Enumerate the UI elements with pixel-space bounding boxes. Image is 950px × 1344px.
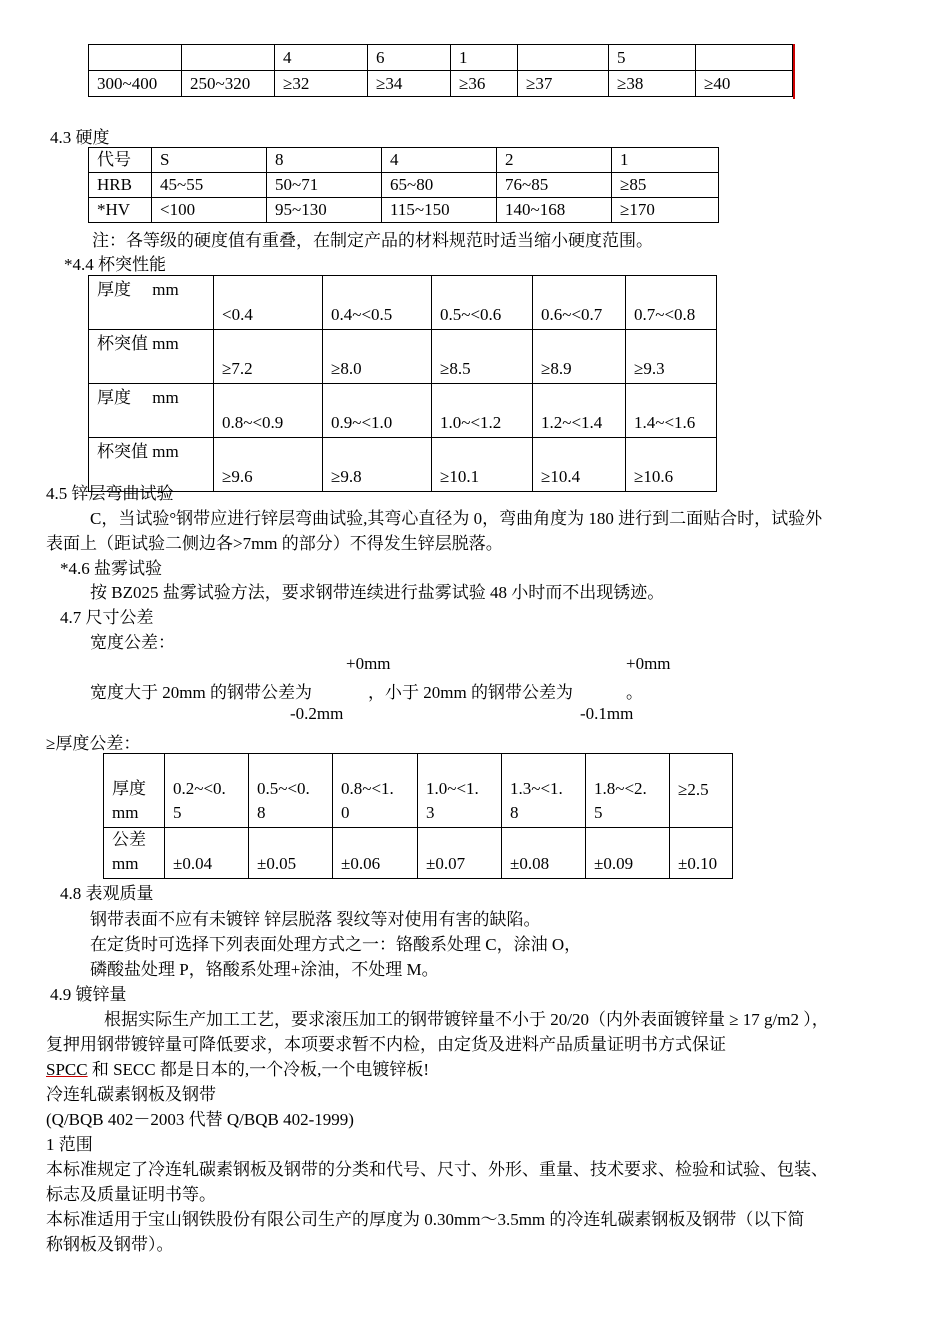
upper-tolerance: +0mm: [346, 654, 391, 673]
table-cell: ≥9.6: [214, 438, 323, 492]
table-cell: ±0.10: [670, 828, 733, 879]
section-heading-4-6: *4.6 盐雾试验: [60, 559, 162, 578]
table-cell: ≥40: [696, 71, 793, 97]
table-cell: 300~400: [89, 71, 182, 97]
table-cell: 95~130: [267, 198, 382, 223]
table-cell: 4: [275, 45, 368, 71]
width-tolerance-text: 。: [626, 683, 643, 702]
cell-line: 8: [257, 803, 266, 822]
table-cell: 1.0~<1.2: [432, 384, 533, 438]
cell-line: 1.3~<1.: [510, 779, 563, 798]
table-cell: 4: [382, 148, 497, 173]
table-cell: 1.2~<1.4: [533, 384, 626, 438]
section-heading-4-3: 4.3 硬度: [50, 128, 110, 147]
table-cell: 厚度 mm: [89, 384, 214, 438]
spcc-word: SPCC: [46, 1060, 88, 1079]
cell-line: 3: [426, 803, 435, 822]
table-edge-marker: [793, 44, 795, 99]
spcc-rest: 和 SECC 都是日本的,一个冷板,一个电镀锌板!: [87, 1060, 430, 1079]
cell-line: 8: [510, 803, 519, 822]
table-cell: ≥10.1: [432, 438, 533, 492]
table-cell: 6: [368, 45, 451, 71]
table-cell: ±0.04: [165, 828, 249, 879]
table-row: [104, 828, 733, 879]
table-cell: 0.7~<0.8: [626, 276, 717, 330]
table-row: [89, 173, 719, 198]
table-cell: HRB: [89, 173, 152, 198]
standard-title: 冷连轧碳素钢板及钢带: [46, 1085, 216, 1104]
table-cell: ≥85: [612, 173, 719, 198]
hardness-table: [88, 147, 719, 223]
scope-heading: 1 范围: [46, 1135, 93, 1154]
cell-line: 1.0~<1.: [426, 779, 479, 798]
table-cell: ≥8.5: [432, 330, 533, 384]
section-heading-4-4: *4.4 杯突性能: [64, 255, 166, 274]
section-heading-4-8: 4.8 表观质量: [60, 884, 154, 903]
table-cell: ≥34: [368, 71, 451, 97]
cell-line: mm: [112, 854, 139, 873]
table-cell: [104, 754, 165, 828]
table-cell: [418, 754, 502, 828]
table-cell: <100: [152, 198, 267, 223]
table-cell: 0.9~<1.0: [323, 384, 432, 438]
cell-line: 公差: [112, 830, 146, 849]
table-cell: *HV: [89, 198, 152, 223]
table-cell: 50~71: [267, 173, 382, 198]
table-cell: 115~150: [382, 198, 497, 223]
table-cell: [165, 754, 249, 828]
table-cell: ≥10.4: [533, 438, 626, 492]
table-row: [89, 438, 717, 492]
paragraph-line: 在定货时可选择下列表面处理方式之一：铬酸系处理 C，涂油 O，: [90, 935, 582, 954]
table-cell: 8: [267, 148, 382, 173]
table-cell: [502, 754, 586, 828]
table-cell: [518, 45, 609, 71]
table-cell: ±0.08: [502, 828, 586, 879]
section-heading-4-5: 4.5 锌层弯曲试验: [46, 484, 174, 503]
table-cell: ≥32: [275, 71, 368, 97]
table-cell: 76~85: [497, 173, 612, 198]
paragraph-line: C，当试验°钢带应进行锌层弯曲试验,其弯心直径为 0，弯曲角度为 180 进行到二面贴合时，试验外: [90, 509, 823, 528]
cell-line: 5: [173, 803, 182, 822]
table-cell: 1: [451, 45, 518, 71]
lower-tolerance: -0.1mm: [580, 704, 634, 723]
table-cell: ≥10.6: [626, 438, 717, 492]
table-cell: 0.5~<0.6: [432, 276, 533, 330]
table-cell: 杯突值 mm: [89, 330, 214, 384]
table-cell: <0.4: [214, 276, 323, 330]
table-cell: 65~80: [382, 173, 497, 198]
table-row: [89, 276, 717, 330]
table-cell: 1.4~<1.6: [626, 384, 717, 438]
paragraph-line: 按 BZ025 盐雾试验方法，要求钢带连续进行盐雾试验 48 小时而不出现锈迹。: [90, 583, 665, 602]
width-tolerance-label: 宽度公差：: [90, 633, 175, 652]
paragraph-line: 表面上（距试验二侧边各>7mm 的部分）不得发生锌层脱落。: [46, 534, 503, 553]
thickness-tolerance-table: [103, 753, 733, 879]
hardness-note: 注：各等级的硬度值有重叠，在制定产品的材料规范时适当缩小硬度范围。: [92, 231, 653, 250]
table-row: [89, 384, 717, 438]
table-cell: ≥37: [518, 71, 609, 97]
table-cell: 0.4~<0.5: [323, 276, 432, 330]
paragraph-line: 复押用钢带镀锌量可降低要求，本项要求暂不内检，由定货及进料产品质量证明书方式保证: [46, 1035, 726, 1054]
table-cell: ≥36: [451, 71, 518, 97]
table-cell: 代号: [89, 148, 152, 173]
cell-line: 0: [341, 803, 350, 822]
table-cell: 5: [609, 45, 696, 71]
table-cell: ≥170: [612, 198, 719, 223]
section-heading-4-7: 4.7 尺寸公差: [60, 608, 154, 627]
table-cell: ±0.07: [418, 828, 502, 879]
table-row: [89, 198, 719, 223]
table-cell: [696, 45, 793, 71]
upper-tolerance: +0mm: [626, 654, 671, 673]
paragraph-line: 称钢板及钢带）。: [46, 1235, 174, 1254]
cell-line: 0.8~<1.: [341, 779, 394, 798]
table-cell: 250~320: [182, 71, 275, 97]
table-cell: [249, 754, 333, 828]
standard-code: (Q/BQB 402－2003 代替 Q/BQB 402-1999): [46, 1110, 354, 1129]
table-cell: ≥8.0: [323, 330, 432, 384]
table-cell: ≥38: [609, 71, 696, 97]
paragraph-line: 根据实际生产加工工艺，要求滚压加工的钢带镀锌量不小于 20/20（内外表面镀锌量 ≥ 17 g/m2 ），: [104, 1010, 829, 1029]
table-cell: 杯突值 mm: [89, 438, 214, 492]
cell-line: 0.2~<0.: [173, 779, 226, 798]
table-row: [89, 148, 719, 173]
table-cell: 1: [612, 148, 719, 173]
cell-line: mm: [112, 803, 139, 822]
lower-tolerance: -0.2mm: [290, 704, 344, 723]
table-cell: 45~55: [152, 173, 267, 198]
width-tolerance-text: ，小于 20mm 的钢带公差为: [368, 683, 573, 702]
paragraph-line: 钢带表面不应有未镀锌 锌层脱落 裂纹等对使用有害的缺陷。: [90, 910, 541, 929]
cupping-table: [88, 275, 717, 492]
table-cell: S: [152, 148, 267, 173]
table-row: [89, 330, 717, 384]
table-cell: ≥2.5: [670, 754, 733, 828]
table-cell: [182, 45, 275, 71]
table-cell: ≥7.2: [214, 330, 323, 384]
table-cell: ≥8.9: [533, 330, 626, 384]
top-table: [88, 44, 793, 97]
table-cell: [104, 828, 165, 879]
table-cell: 140~168: [497, 198, 612, 223]
cell-line: 0.5~<0.: [257, 779, 310, 798]
table-cell: 0.8~<0.9: [214, 384, 323, 438]
table-row: [89, 71, 793, 97]
width-tolerance-text: 宽度大于 20mm 的钢带公差为: [90, 683, 312, 702]
table-cell: 0.6~<0.7: [533, 276, 626, 330]
table-cell: 厚度 mm: [89, 276, 214, 330]
spcc-note: [46, 1055, 429, 1080]
section-heading-4-9: 4.9 镀锌量: [50, 985, 127, 1004]
table-cell: ±0.09: [586, 828, 670, 879]
table-row: [89, 45, 793, 71]
table-cell: 2: [497, 148, 612, 173]
table-cell: ≥9.3: [626, 330, 717, 384]
cell-line: 厚度: [112, 779, 146, 798]
table-cell: [333, 754, 418, 828]
table-cell: ≥9.8: [323, 438, 432, 492]
cell-line: 1.8~<2.: [594, 779, 647, 798]
paragraph-line: 本标准适用于宝山钢铁股份有限公司生产的厚度为 0.30mm～3.5mm 的冷连轧碳素钢板及钢带（以下简: [46, 1210, 805, 1229]
paragraph-line: 本标准规定了冷连轧碳素钢板及钢带的分类和代号、尺寸、外形、重量、技术要求、检验和试验、包装、: [46, 1160, 828, 1179]
table-cell: [89, 45, 182, 71]
paragraph-line: 标志及质量证明书等。: [46, 1185, 216, 1204]
table-cell: ±0.06: [333, 828, 418, 879]
table-cell: ±0.05: [249, 828, 333, 879]
table-row: [104, 754, 733, 828]
thickness-tolerance-label: ≥厚度公差：: [46, 734, 141, 753]
paragraph-line: 磷酸盐处理 P，铬酸系处理+涂油，不处理 M。: [90, 960, 439, 979]
cell-line: 5: [594, 803, 603, 822]
table-cell: [586, 754, 670, 828]
